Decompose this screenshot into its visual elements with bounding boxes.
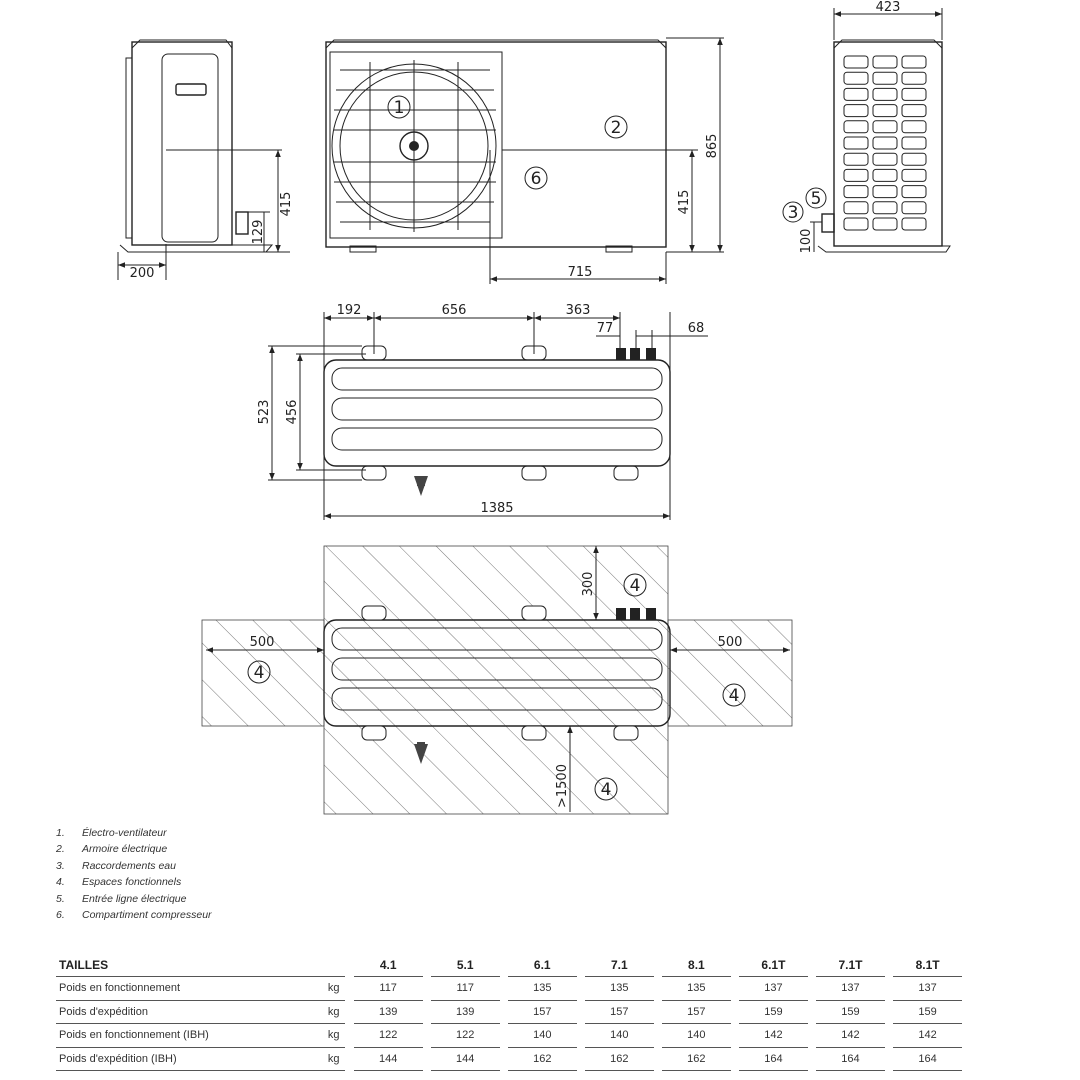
- table-cell: 159: [816, 1000, 885, 1024]
- legend-num: 6.: [56, 909, 65, 922]
- table-cell: 122: [354, 1024, 423, 1048]
- table-header-size: 5.1: [431, 953, 500, 977]
- table-cell: 137: [816, 977, 885, 1001]
- legend-item: [56, 907, 212, 923]
- table-row: [56, 1047, 962, 1071]
- legend-item: [56, 874, 212, 890]
- table-cell: 164: [739, 1047, 808, 1071]
- dim-side-conn: 129: [251, 219, 266, 245]
- clearance-view: [202, 546, 792, 814]
- table-cell: 142: [816, 1024, 885, 1048]
- dim-top-depth-feet: 456: [285, 399, 300, 425]
- table-cell: 142: [739, 1024, 808, 1048]
- legend-num: 4.: [56, 876, 65, 889]
- table-cell: 122: [431, 1024, 500, 1048]
- table-header-size: 8.1T: [893, 953, 962, 977]
- table-header-size: 4.1: [354, 953, 423, 977]
- dim-top-depth-total: 523: [257, 399, 272, 425]
- legend-item: [56, 841, 212, 857]
- top-view: [268, 312, 708, 520]
- dim-clear-right: 500: [717, 635, 743, 650]
- dim-front-height-total: 865: [705, 133, 720, 159]
- dim-top-left: 192: [336, 303, 362, 318]
- legend-text: Raccordements eau: [82, 859, 176, 872]
- table-row-unit: kg: [241, 1024, 345, 1048]
- legend-text: Électro-ventilateur: [82, 827, 167, 839]
- dim-top-right: 363: [565, 303, 591, 318]
- table-cell: 159: [893, 1000, 962, 1024]
- table-header-size: 6.1T: [739, 953, 808, 977]
- table-cell: 135: [662, 977, 731, 1001]
- table-cell: 157: [508, 1000, 577, 1024]
- callout-6: 6: [530, 169, 542, 189]
- table-header-unit: [241, 953, 345, 977]
- dim-top-width: 1385: [480, 501, 514, 516]
- table-cell: 164: [893, 1047, 962, 1071]
- callout-1: 1: [393, 98, 405, 118]
- weights-table: [56, 953, 962, 1071]
- callout-2: 2: [610, 118, 622, 138]
- table-cell: 144: [354, 1047, 423, 1071]
- table-row: [56, 1000, 962, 1024]
- table-row-label: Poids d'expédition (IBH): [56, 1047, 241, 1071]
- callout-4-left: 4: [253, 663, 265, 683]
- table-cell: 144: [431, 1047, 500, 1071]
- legend-num: 2.: [56, 843, 65, 856]
- callout-5: 5: [810, 189, 822, 209]
- legend-item: [56, 858, 212, 874]
- table-cell: 159: [739, 1000, 808, 1024]
- table-cell: 140: [585, 1024, 654, 1048]
- table-cell: 142: [893, 1024, 962, 1048]
- table-row-label: Poids en fonctionnement (IBH): [56, 1024, 241, 1048]
- table-cell: 117: [431, 977, 500, 1001]
- table-cell: 157: [585, 1000, 654, 1024]
- table-cell: 140: [662, 1024, 731, 1048]
- dim-clear-back: 300: [581, 571, 596, 597]
- table-cell: 162: [585, 1047, 654, 1071]
- table-row-label: Poids d'expédition: [56, 1000, 241, 1024]
- legend-list: [56, 825, 212, 923]
- legend-item: [56, 825, 212, 841]
- dim-right-conn: 100: [799, 228, 814, 254]
- dim-front-height-comp: 415: [677, 189, 692, 215]
- table-row-unit: kg: [241, 1000, 345, 1024]
- legend-text: Armoire électrique: [82, 843, 168, 856]
- table-cell: 162: [662, 1047, 731, 1071]
- table-cell: 135: [585, 977, 654, 1001]
- legend-num: 3.: [56, 859, 65, 872]
- table-row: [56, 977, 962, 1001]
- table-cell: 135: [508, 977, 577, 1001]
- dim-top-pipe-a: 77: [596, 321, 614, 336]
- dim-side-height: 415: [279, 191, 294, 217]
- table-header-row: [56, 953, 962, 977]
- table-row-unit: kg: [241, 1047, 345, 1071]
- dim-side-depth: 200: [129, 266, 155, 281]
- table-row: [56, 1024, 962, 1048]
- legend-num: 1.: [56, 827, 65, 839]
- table-row-label: Poids en fonctionnement: [56, 977, 241, 1001]
- dim-top-pipe-b: 68: [687, 321, 705, 336]
- table-header-size: 8.1: [662, 953, 731, 977]
- table-cell: 157: [662, 1000, 731, 1024]
- table-cell: 162: [508, 1047, 577, 1071]
- front-view: [326, 38, 724, 284]
- table-cell: 117: [354, 977, 423, 1001]
- table-cell: 137: [893, 977, 962, 1001]
- table-cell: 140: [508, 1024, 577, 1048]
- table-row-unit: kg: [241, 977, 345, 1001]
- table-cell: 139: [354, 1000, 423, 1024]
- table-cell: 137: [739, 977, 808, 1001]
- table-header-size: 7.1: [585, 953, 654, 977]
- legend-text: Entrée ligne électrique: [82, 892, 187, 905]
- dim-right-width: 423: [875, 0, 901, 15]
- table-cell: 139: [431, 1000, 500, 1024]
- callout-4-back: 4: [629, 576, 641, 596]
- legend-item: [56, 891, 212, 907]
- dim-top-mid: 656: [441, 303, 467, 318]
- table-header-size: 7.1T: [816, 953, 885, 977]
- callout-4-front: 4: [600, 780, 612, 800]
- callout-4-right: 4: [728, 686, 740, 706]
- table-header-size: 6.1: [508, 953, 577, 977]
- table-cell: 164: [816, 1047, 885, 1071]
- table-header-label: TAILLES: [56, 953, 241, 977]
- dim-clear-front: >1500: [555, 764, 570, 808]
- dim-front-width-comp: 715: [567, 265, 593, 280]
- right-view: [810, 8, 950, 252]
- callout-3: 3: [787, 203, 799, 223]
- legend-text: Espaces fonctionnels: [82, 876, 182, 889]
- dim-clear-left: 500: [249, 635, 275, 650]
- legend-text: Compartiment compresseur: [82, 909, 212, 922]
- legend-num: 5.: [56, 892, 65, 905]
